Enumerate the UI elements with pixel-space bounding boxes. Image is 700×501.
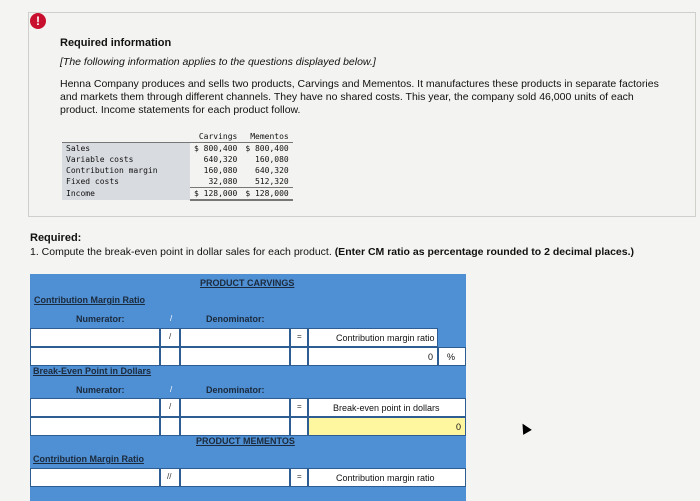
percent-sign: % <box>447 352 456 362</box>
cm-result-label-cell <box>308 328 438 347</box>
numerator-label: Numerator: <box>76 385 125 395</box>
cm-ratio-result-label: Contribution margin ratio <box>336 333 435 343</box>
mementos-value: $ 800,400 <box>245 144 289 153</box>
income-row <box>62 188 293 201</box>
cm-ratio-title-2: Contribution Margin Ratio <box>33 454 144 464</box>
cm2-numerator-input[interactable] <box>30 468 160 487</box>
info-title: Required information <box>60 37 172 49</box>
worksheet-grid <box>30 274 466 501</box>
divide-sign: / <box>170 314 173 323</box>
carvings-value: 160,080 <box>203 166 238 175</box>
equals-cell <box>290 468 308 487</box>
mementos-value: 160,080 <box>255 155 289 164</box>
cm-ratio-value: 0 <box>427 352 433 362</box>
carvings-value: 32,080 <box>208 177 238 186</box>
question-main: 1. Compute the break-even point in dollar sales for each product. <box>30 246 332 258</box>
denominator-label: Denominator: <box>206 385 265 395</box>
blank-cell <box>290 347 308 366</box>
blank-cell <box>290 417 308 436</box>
equals-sign: = <box>297 402 302 411</box>
bep-value: 0 <box>455 422 461 432</box>
denominator-label: Denominator: <box>206 314 265 324</box>
row-label: Fixed costs <box>62 176 190 188</box>
row-label: Variable costs <box>62 154 190 165</box>
divide-cell <box>160 398 180 417</box>
equals-cell <box>290 328 308 347</box>
row-label: Contribution margin <box>62 165 190 176</box>
bep-denominator-input[interactable] <box>180 398 290 417</box>
cm2-ratio-result-label: Contribution margin ratio <box>336 473 435 483</box>
divide-sign: / <box>169 402 172 411</box>
bep-result-label: Break-even point in dollars <box>333 403 440 413</box>
divide-sign: / <box>169 332 172 341</box>
question-hint: (Enter CM ratio as percentage rounded to 2 decimal places.) <box>334 246 635 258</box>
income-row <box>62 165 293 176</box>
mementos-value: 640,320 <box>255 166 289 175</box>
info-intro: Henna Company produces and sells two products, Carvings and Mementos. It manufactures these products in separate factories and markets them through different channels. They have no shared costs. This year, the company sold 46,000 units of each product. Income statements for each product follow. <box>60 78 659 116</box>
alert-icon: ! <box>30 13 46 29</box>
carvings-value: 640,320 <box>203 155 238 164</box>
col-carvings: Carvings <box>190 131 241 143</box>
question-text <box>30 246 634 258</box>
income-row <box>62 176 293 188</box>
carvings-value: $ 128,000 <box>190 188 241 201</box>
carvings-value: $ 800,400 <box>194 144 238 153</box>
income-header-row <box>62 131 293 143</box>
cm-ratio-input[interactable] <box>308 347 438 366</box>
income-row <box>62 143 293 155</box>
pct-cell <box>438 347 466 366</box>
cm-numerator-blank <box>30 347 160 366</box>
bep-numerator-input[interactable] <box>30 398 160 417</box>
blank-cell <box>160 347 180 366</box>
bep-value-input[interactable] <box>308 417 466 436</box>
double-divide-sign: // <box>167 472 172 481</box>
info-note: [The following information applies to the questions displayed below.] <box>60 56 376 68</box>
mouse-cursor-icon <box>518 421 532 435</box>
bep-denominator-blank <box>180 417 290 436</box>
cm-numerator-input[interactable] <box>30 328 160 347</box>
row-label: Sales <box>62 143 190 155</box>
bep-numerator-blank <box>30 417 160 436</box>
income-statement-table <box>62 131 293 201</box>
equals-cell <box>290 398 308 417</box>
cm2-denominator-input[interactable] <box>180 468 290 487</box>
bep-title: Break-Even Point in Dollars <box>33 366 152 376</box>
cm2-result-label-cell <box>308 468 466 487</box>
cm-denominator-input[interactable] <box>180 328 290 347</box>
income-header-blank <box>62 131 190 143</box>
divide-cell <box>160 328 180 347</box>
divide-sign: / <box>170 385 173 394</box>
row-label: Income <box>62 188 190 201</box>
numerator-label: Numerator: <box>76 314 125 324</box>
income-row <box>62 154 293 165</box>
cm-ratio-title: Contribution Margin Ratio <box>34 295 145 305</box>
mementos-value: $ 128,000 <box>241 188 292 201</box>
blank-cell <box>160 417 180 436</box>
equals-sign: = <box>297 472 302 481</box>
product-mementos-header: PRODUCT MEMENTOS <box>196 436 295 446</box>
equals-sign: = <box>297 332 302 341</box>
bep-result-label-cell <box>308 398 466 417</box>
divide-cell <box>160 468 180 487</box>
mementos-value: 512,320 <box>255 177 289 186</box>
cm-denominator-blank <box>180 347 290 366</box>
required-heading: Required: <box>30 232 82 244</box>
col-mementos: Mementos <box>241 131 292 143</box>
product-carvings-header: PRODUCT CARVINGS <box>200 278 295 288</box>
